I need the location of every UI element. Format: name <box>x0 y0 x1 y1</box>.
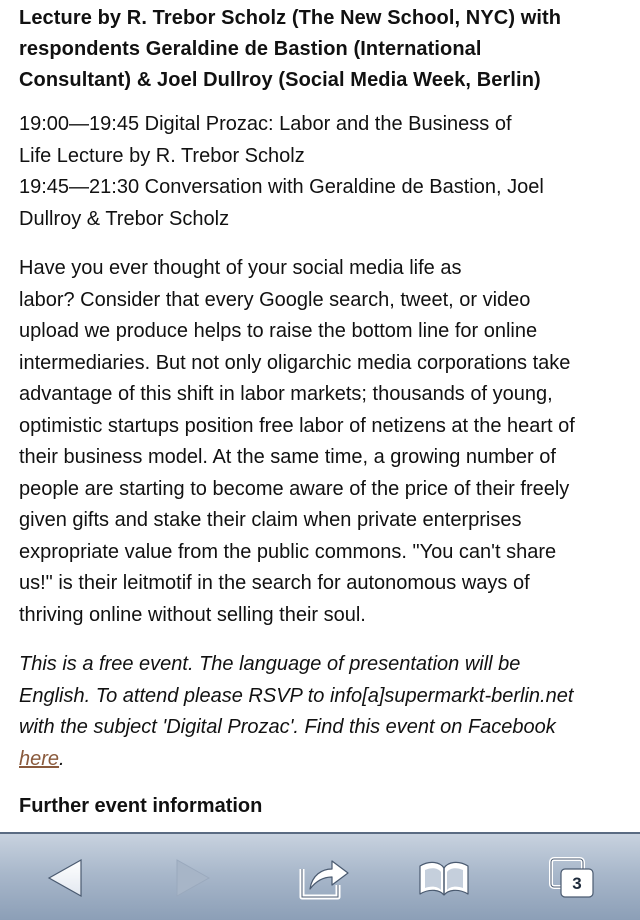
paragraph-line: labor? Consider that every Google search, tweet, or video <box>19 288 531 311</box>
schedule-line: Life Lecture by R. Trebor Scholz <box>19 144 305 167</box>
description-paragraph <box>19 253 631 631</box>
lecture-heading <box>19 3 631 96</box>
tabs-icon <box>543 855 597 901</box>
schedule-line: Dullroy & Trebor Scholz <box>19 207 230 230</box>
paragraph-line: us!" is their leitmotif in the search for autonomous ways of <box>19 572 530 594</box>
schedule-line: 19:00—19:45 Digital Prozac: Labor and the Business of <box>19 113 512 135</box>
share-icon <box>296 855 352 901</box>
bookmarks-button[interactable] <box>414 852 474 904</box>
forward-arrow-icon <box>173 856 213 900</box>
tabs-button[interactable] <box>540 852 600 904</box>
note-link-suffix: . <box>59 747 65 770</box>
paragraph-line: their business model. At the same time, a growing number of <box>19 446 556 468</box>
schedule-line: 19:45—21:30 Conversation with Geraldine de Bastion, Joel <box>19 176 544 198</box>
forward-button[interactable] <box>163 852 223 904</box>
tab-count: 3 <box>572 874 582 893</box>
share-button[interactable] <box>294 852 354 904</box>
paragraph-line: given gifts and stake their claim when private enterprises <box>19 509 522 531</box>
note-line: English. To attend please RSVP to info[a]supermarkt-berlin.net <box>19 684 574 707</box>
further-info-heading: Further event information <box>19 795 263 817</box>
heading-line: respondents Geraldine de Bastion (International <box>19 38 482 60</box>
event-note <box>19 649 631 775</box>
paragraph-line: intermediaries. But not only oligarchic media corporations take <box>19 351 571 374</box>
schedule <box>19 109 631 235</box>
back-button[interactable] <box>35 852 95 904</box>
note-line: with the subject 'Digital Prozac'. Find this event on Facebook <box>19 716 556 738</box>
facebook-link[interactable]: here <box>19 747 60 770</box>
paragraph-line: Have you ever thought of your social media life as <box>19 257 462 279</box>
note-line: This is a free event. The language of presentation will be <box>19 653 521 675</box>
paragraph-line: expropriate value from the public commons. "You can't share <box>19 540 557 563</box>
heading-line: Lecture by R. Trebor Scholz (The New School, NYC) with <box>19 7 562 29</box>
bookmarks-icon <box>416 858 472 898</box>
paragraph-line: people are starting to become aware of the price of their freely <box>19 477 570 500</box>
heading-line: Consultant) & Joel Dullroy (Social Media Week, Berlin) <box>19 69 541 91</box>
back-arrow-icon <box>45 856 85 900</box>
paragraph-line: advantage of this shift in labor markets; thousands of young, <box>19 383 553 405</box>
paragraph-line: optimistic startups position free labor of netizens at the heart of <box>19 414 575 437</box>
article-content <box>19 3 631 822</box>
paragraph-line: upload we produce helps to raise the bottom line for online <box>19 320 538 342</box>
paragraph-line: thriving online without selling their soul. <box>19 603 366 626</box>
note-line-link-row <box>19 744 631 776</box>
browser-toolbar <box>0 832 640 920</box>
